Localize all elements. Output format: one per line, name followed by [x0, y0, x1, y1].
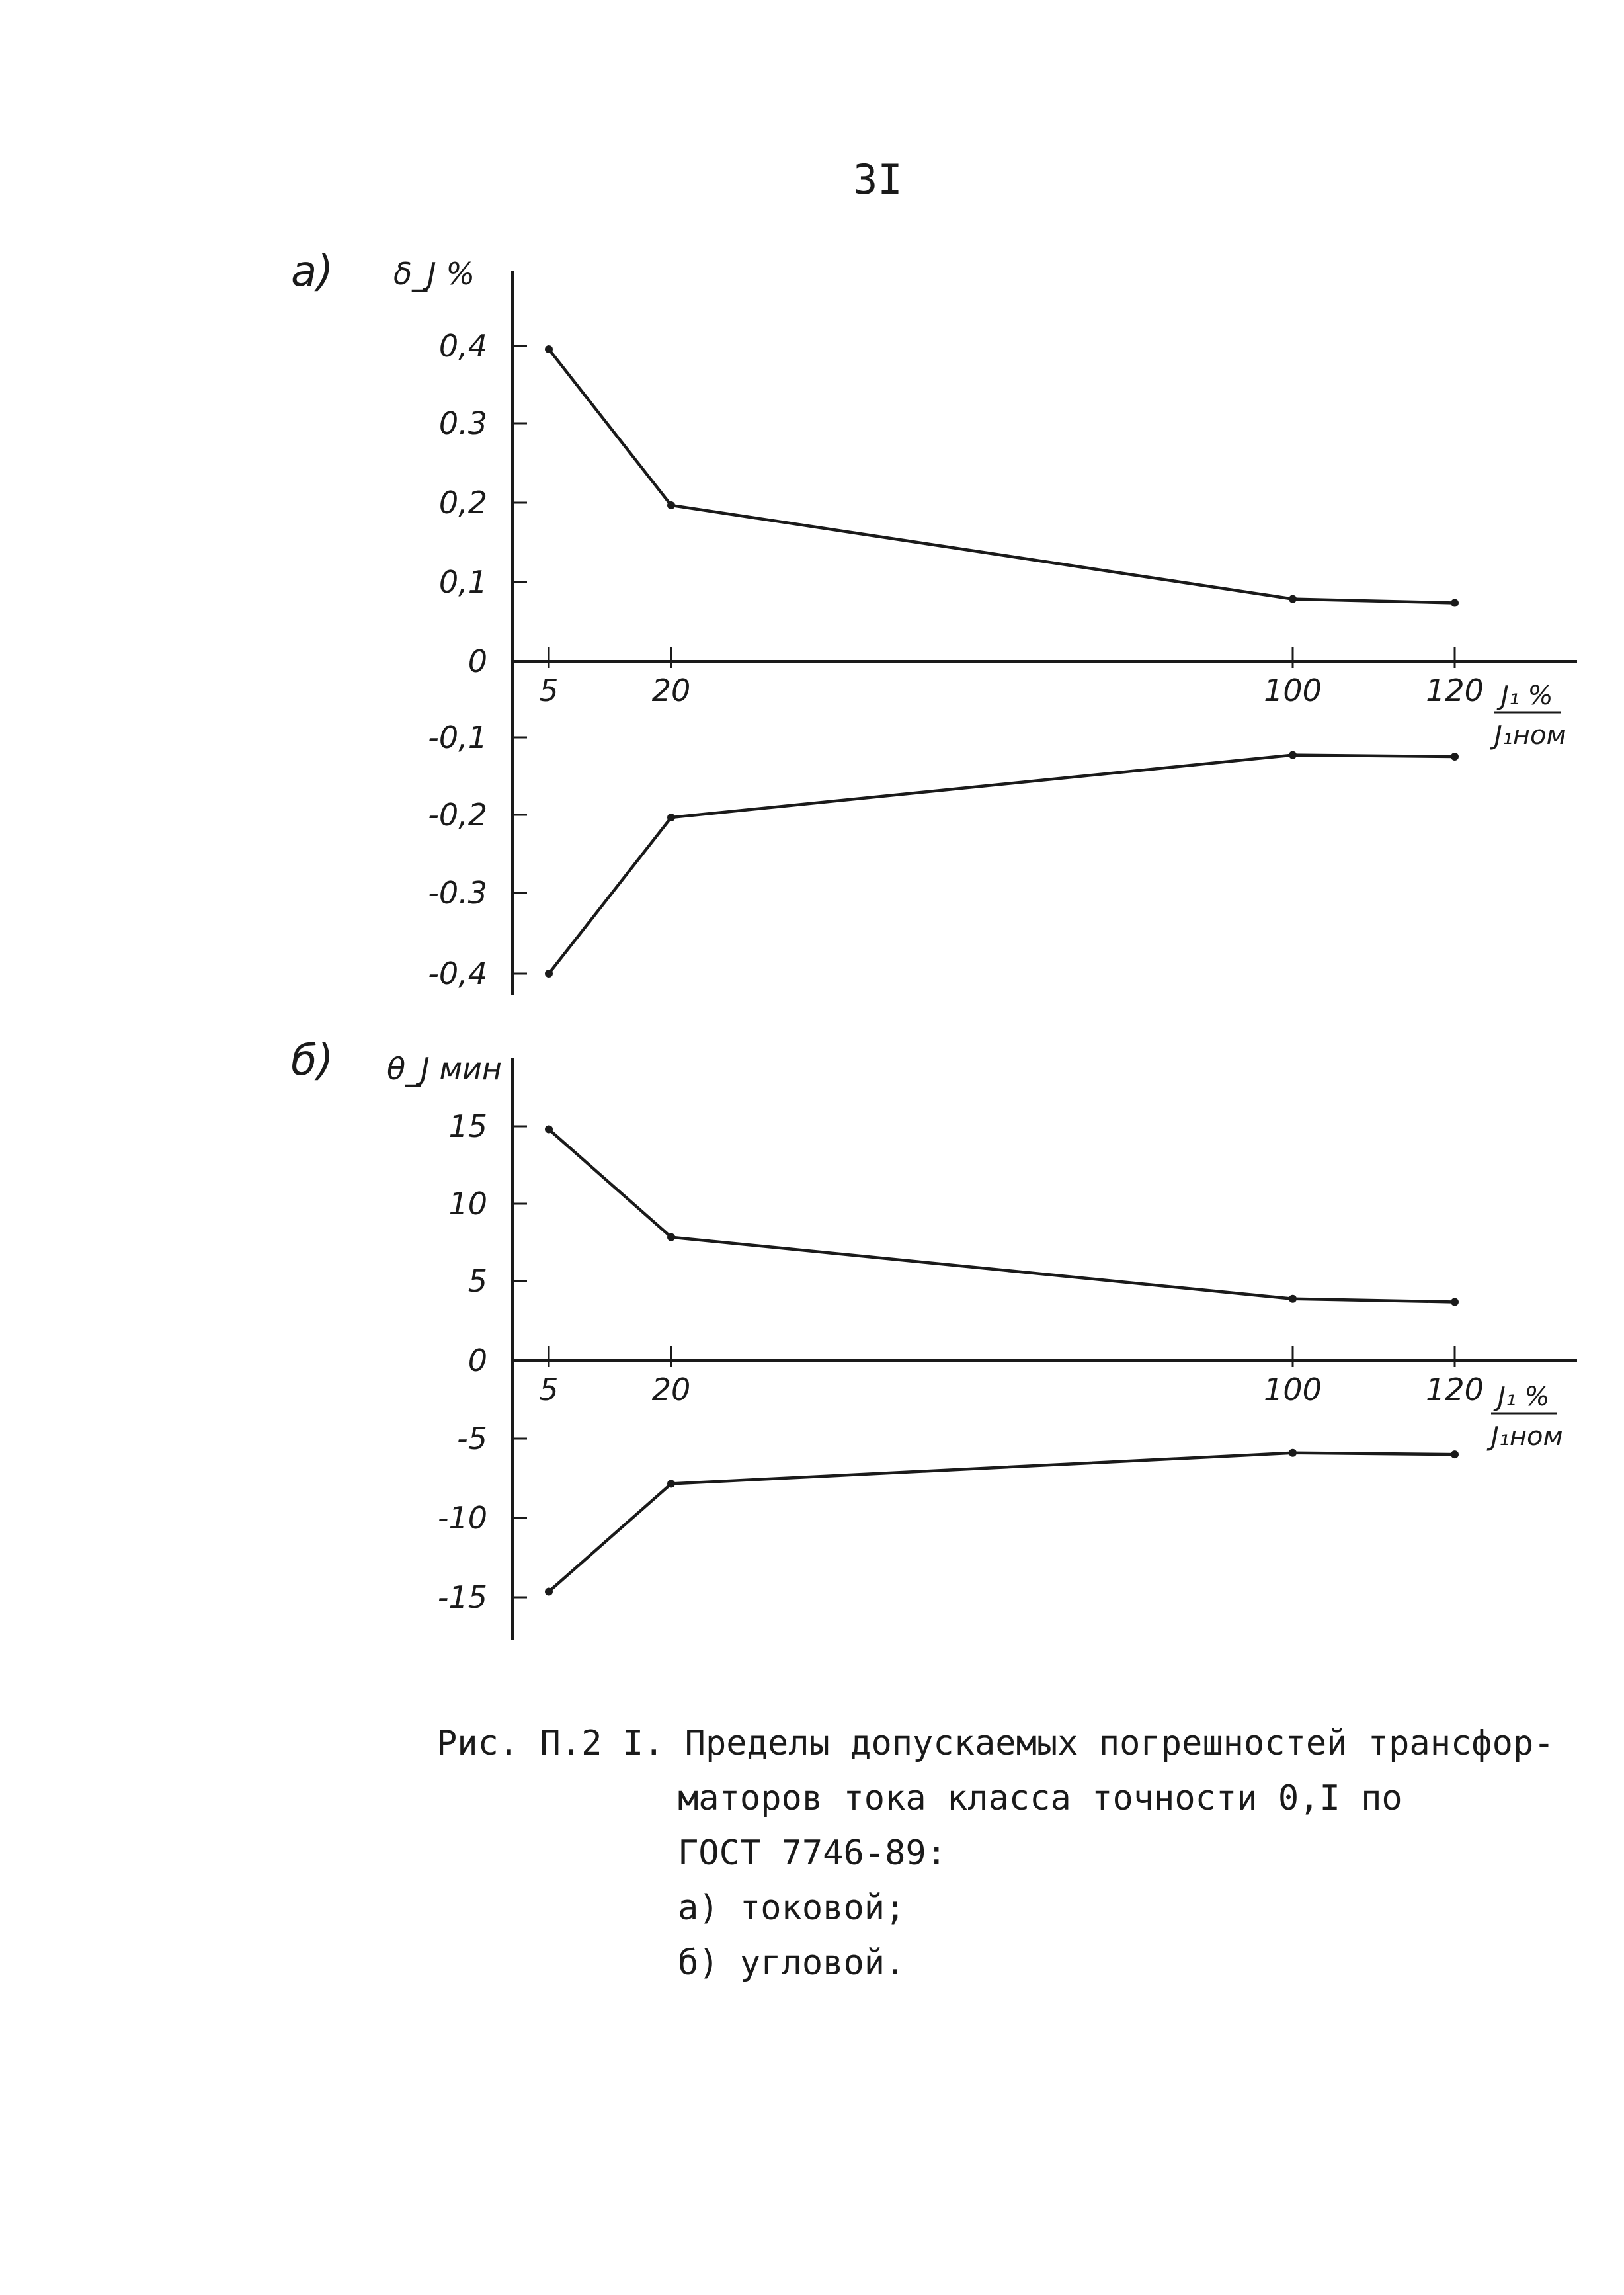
chart1-series-2-line: [549, 755, 1455, 974]
chart1-x-axis-label-denominator: J₁ном: [1494, 720, 1566, 751]
chart1-y-tick-label: 0,2: [438, 485, 487, 521]
chart1-series-2-point: [1451, 753, 1459, 761]
caption-line-1: Рис. П.2 I. Пределы допускаемых погрешностей трансфор-: [436, 1724, 1555, 1763]
chart2-y-tick-label: 15: [448, 1108, 487, 1144]
chart2-series-2-point: [1289, 1449, 1297, 1457]
chart1-y-tick-label: -0.3: [428, 875, 487, 911]
chart2-x-axis-label-numerator: J₁ %: [1498, 1382, 1550, 1412]
chart2-y-tick-label: -5: [457, 1421, 487, 1456]
caption-line-5: б) угловой.: [678, 1943, 906, 1983]
chart2-x-axis-label-denominator: J₁ном: [1491, 1421, 1563, 1452]
chart2-y-tick-label: 10: [448, 1186, 487, 1222]
chart1-series-1-point: [545, 345, 553, 353]
chart2-x-tick-label: 120: [1426, 1372, 1484, 1407]
chart2-x-tick-label: 5: [539, 1372, 559, 1407]
chart1-y-tick-label: -0,4: [428, 956, 487, 991]
chart1-series-2-point: [667, 814, 675, 821]
chart1-series-1-point: [667, 501, 675, 509]
chart1-series-2-point: [545, 970, 553, 978]
chart1-x-tick-label: 20: [651, 673, 691, 708]
chart2-series-2-point: [667, 1480, 675, 1487]
chart2-y-tick-label: -10: [437, 1500, 487, 1536]
chart1-y-axis-label: δ_J %: [393, 256, 475, 292]
page-number: 3I: [853, 155, 903, 204]
chart2-series-1-point: [1451, 1298, 1459, 1306]
chart2-series-1-point: [545, 1126, 553, 1134]
chart1-y-tick-label: 0,1: [438, 564, 487, 600]
chart1-x-tick-label: 120: [1426, 673, 1484, 708]
chart2-series-1-point: [1289, 1295, 1297, 1303]
chart1-y-tick-label: -0,1: [428, 720, 487, 755]
chart1-y-tick-label: 0: [467, 644, 487, 679]
chart1-y-tick-label: -0,2: [428, 797, 487, 833]
chart1-series-2-point: [1289, 751, 1297, 759]
chart1-y-tick-label: 0,4: [438, 328, 487, 364]
chart1-series-1-point: [1289, 595, 1297, 603]
chart1-x-axis-label-numerator: J₁ %: [1501, 681, 1553, 711]
chart1-panel-label: a): [291, 247, 334, 296]
chart2-y-tick-label: -15: [437, 1579, 487, 1615]
caption-line-4: а) токовой;: [678, 1888, 906, 1928]
chart1-y-tick-label: 0.3: [438, 405, 487, 441]
chart2-x-tick-label: 100: [1264, 1372, 1322, 1407]
chart2-series-2-point: [1451, 1450, 1459, 1458]
chart2-series-1-line: [549, 1130, 1455, 1302]
chart2-x-tick-label: 20: [651, 1372, 691, 1407]
chart1-series-1-line: [549, 349, 1455, 603]
chart1-x-tick-label: 100: [1264, 673, 1322, 708]
caption-line-2: маторов тока класса точности 0,I по: [678, 1778, 1402, 1818]
chart2-series-1-point: [667, 1233, 675, 1241]
chart1-x-tick-label: 5: [539, 673, 559, 708]
chart2-y-axis-label: θ_J мин: [387, 1051, 503, 1087]
chart1-series-1-point: [1451, 599, 1459, 607]
chart2-panel-label: б): [291, 1036, 334, 1085]
chart2-y-tick-label: 0: [467, 1343, 487, 1378]
caption-line-3: ГОСТ 7746-89:: [678, 1833, 947, 1873]
chart2-series-2-line: [549, 1453, 1455, 1592]
chart2-y-tick-label: 5: [467, 1263, 487, 1299]
chart2-series-2-point: [545, 1588, 553, 1596]
